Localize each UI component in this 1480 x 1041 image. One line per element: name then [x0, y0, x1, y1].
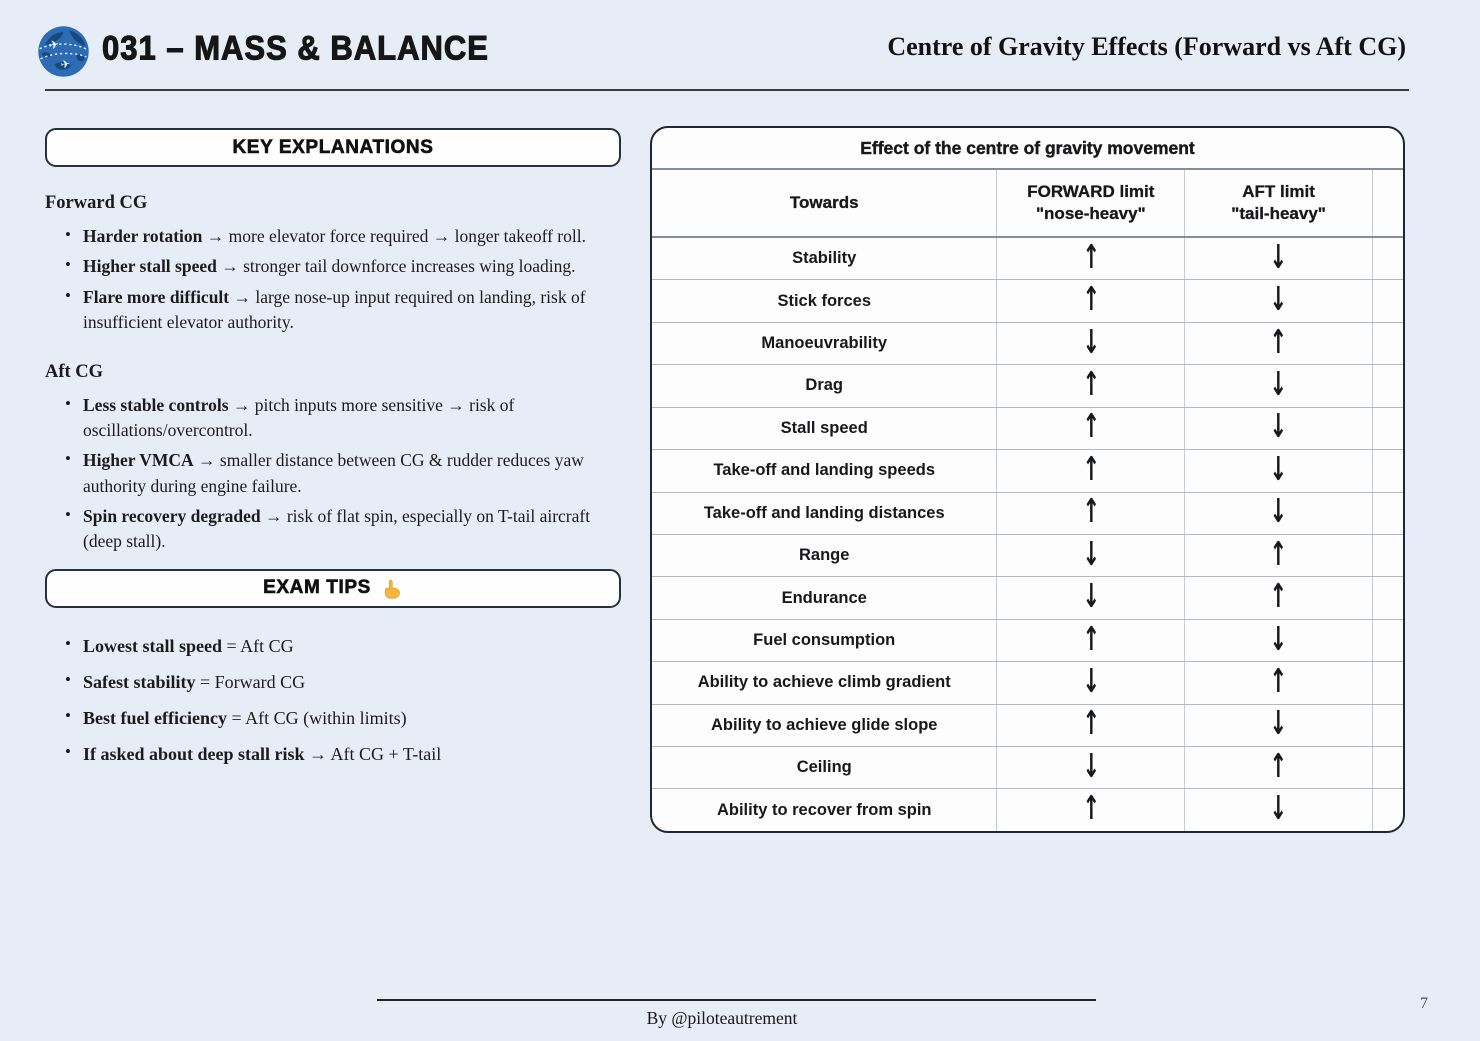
bullet-bold: Spin recovery degraded	[83, 506, 261, 526]
row-label: Take-off and landing speeds	[652, 450, 997, 491]
exam-tip-item	[65, 633, 621, 659]
aft-limit-cell	[1185, 450, 1373, 491]
row-spacer	[1373, 662, 1403, 703]
bullet-list	[45, 224, 621, 336]
key-explanations-title: KEY EXPLANATIONS	[232, 136, 434, 158]
arrow-up-icon: ↑	[1082, 705, 1100, 744]
column-header-line: Towards	[789, 192, 859, 212]
exam-tips-header	[45, 569, 621, 608]
bullet-item	[65, 224, 621, 249]
row-label: Fuel consumption	[652, 620, 997, 661]
row-label: Ability to achieve climb gradient	[652, 662, 997, 703]
tip-text: = Aft CG (within limits)	[226, 707, 407, 728]
arrow-up-icon: ↑	[1269, 578, 1288, 617]
row-spacer	[1373, 280, 1403, 321]
exam-tip-item	[65, 741, 621, 767]
bullet-text: → risk of flat spin, especially on T-tail aircraft (deep stall).	[83, 506, 591, 552]
bullet-text: → large nose-up input required on landing, risk of insufficient elevator authority.	[83, 286, 586, 333]
tip-text: = Aft CG	[222, 635, 294, 656]
row-label: Ability to recover from spin	[652, 789, 997, 830]
forward-limit-cell	[997, 705, 1185, 746]
row-label: Endurance	[652, 577, 997, 618]
page-number: 7	[1420, 995, 1428, 1012]
arrow-down-icon: ↓	[1269, 366, 1288, 404]
table-title: Effect of the centre of gravity movement	[652, 128, 1403, 170]
arrow-up-icon: ↑	[1269, 663, 1288, 701]
page-title: Centre of Gravity Effects (Forward vs Aft CG)	[887, 32, 1406, 61]
column-header-towards	[652, 170, 997, 236]
forward-limit-cell	[997, 789, 1185, 830]
bullet-text: → more elevator force required → longer takeoff roll.	[202, 226, 586, 246]
forward-limit-cell	[997, 577, 1185, 618]
tip-text: = Forward CG	[195, 671, 306, 692]
bullet-bold: Less stable controls	[83, 394, 229, 415]
aft-limit-cell	[1185, 620, 1373, 661]
arrow-up-icon: ↑	[1082, 239, 1100, 277]
bullet-item	[65, 285, 621, 336]
arrow-down-icon: ↓	[1082, 536, 1100, 574]
table-row	[652, 662, 1403, 704]
table-row	[652, 408, 1403, 450]
row-spacer	[1373, 493, 1403, 534]
arrow-down-icon: ↓	[1269, 281, 1288, 320]
column-header-line: "nose-heavy"	[1035, 204, 1146, 223]
tip-bold: If asked about deep stall risk	[83, 744, 305, 765]
arrow-up-icon: ↑	[1082, 408, 1100, 447]
arrow-down-icon: ↓	[1269, 493, 1288, 532]
row-label: Drag	[652, 365, 997, 406]
row-spacer	[1373, 450, 1403, 491]
globe-icon	[36, 24, 91, 79]
row-spacer	[1373, 238, 1403, 279]
aft-limit-cell	[1185, 662, 1373, 703]
column-header-line: FORWARD limit	[1027, 181, 1155, 201]
tip-bold: Lowest stall speed	[83, 635, 222, 656]
table-row	[652, 620, 1403, 662]
arrow-up-icon: ↑	[1082, 621, 1100, 659]
arrow-up-icon: ↑	[1269, 748, 1288, 786]
tip-text: → Aft CG + T-tail	[304, 744, 442, 765]
arrow-up-icon: ↑	[1082, 493, 1100, 532]
row-label: Ability to achieve glide slope	[652, 705, 997, 746]
table-row	[652, 789, 1403, 830]
row-label: Ceiling	[652, 747, 997, 788]
author-credit: By @piloteautrement	[646, 1008, 798, 1028]
aft-limit-cell	[1185, 705, 1373, 746]
header-spacer	[1373, 170, 1403, 236]
exam-tips-list	[45, 633, 621, 767]
row-spacer	[1373, 408, 1403, 449]
arrow-up-icon: ↑	[1082, 451, 1100, 489]
aft-limit-cell	[1185, 365, 1373, 406]
row-spacer	[1373, 705, 1403, 746]
aft-limit-cell	[1185, 238, 1373, 279]
arrow-up-icon: ↑	[1082, 281, 1100, 320]
arrow-up-icon: ↑	[1082, 790, 1100, 829]
row-label: Stability	[652, 238, 997, 279]
forward-limit-cell	[997, 450, 1185, 491]
forward-limit-cell	[997, 662, 1185, 703]
airplane-glyph: ✈	[47, 36, 61, 53]
left-column	[45, 128, 621, 777]
table-header-row	[652, 170, 1403, 238]
course-title: 031 – MASS & BALANCE	[102, 28, 489, 68]
row-label: Manoeuvrability	[652, 323, 997, 364]
column-header-aft-limit	[1185, 170, 1373, 236]
arrow-up-icon: ↑	[1269, 324, 1288, 362]
pointing-up-emoji	[380, 578, 403, 601]
bullet-text: → stronger tail downforce increases wing loading.	[216, 256, 576, 277]
forward-limit-cell	[997, 238, 1185, 279]
key-explanations-header	[45, 128, 621, 167]
aft-limit-cell	[1185, 577, 1373, 618]
tip-bold: Best fuel efficiency	[83, 707, 227, 728]
forward-limit-cell	[997, 408, 1185, 449]
arrow-down-icon: ↓	[1269, 451, 1288, 489]
table-row	[652, 238, 1403, 280]
column-header-line: "tail-heavy"	[1231, 204, 1326, 223]
row-spacer	[1373, 323, 1403, 364]
airplane-glyph: ✈	[59, 57, 71, 72]
row-spacer	[1373, 747, 1403, 788]
arrow-down-icon: ↓	[1269, 239, 1288, 277]
bullet-bold: Higher stall speed	[83, 256, 217, 277]
cg-section-heading: Aft CG	[45, 361, 104, 382]
arrow-down-icon: ↓	[1082, 748, 1100, 786]
row-spacer	[1373, 535, 1403, 576]
bullet-bold: Flare more difficult	[83, 286, 230, 307]
forward-limit-cell	[997, 535, 1185, 576]
row-spacer	[1373, 789, 1403, 830]
arrow-down-icon: ↓	[1269, 790, 1288, 829]
row-spacer	[1373, 577, 1403, 618]
bullet-text: → pitch inputs more sensitive → risk of oscillations/overcontrol.	[83, 394, 515, 440]
column-header-line: AFT limit	[1242, 181, 1315, 201]
bullet-item	[65, 254, 621, 279]
footer-divider	[377, 999, 1096, 1001]
row-spacer	[1373, 365, 1403, 406]
aft-limit-cell	[1185, 747, 1373, 788]
bullet-bold: Higher VMCA	[83, 450, 194, 471]
arrow-down-icon: ↓	[1269, 705, 1288, 744]
forward-limit-cell	[997, 747, 1185, 788]
bullet-item	[65, 504, 621, 555]
forward-limit-cell	[997, 323, 1185, 364]
table-row	[652, 493, 1403, 535]
aft-limit-cell	[1185, 323, 1373, 364]
bullet-text: → smaller distance between CG & rudder reduces yaw authority during engine failure.	[83, 450, 584, 496]
table-row	[652, 365, 1403, 407]
row-label: Stick forces	[652, 280, 997, 321]
bullet-bold: Harder rotation	[83, 226, 203, 246]
row-label: Stall speed	[652, 408, 997, 449]
table-row	[652, 280, 1403, 322]
aft-limit-cell	[1185, 535, 1373, 576]
tip-bold: Safest stability	[83, 671, 196, 692]
arrow-down-icon: ↓	[1082, 578, 1100, 617]
forward-limit-cell	[997, 620, 1185, 661]
bullet-list	[45, 393, 621, 555]
brand-logo	[36, 24, 91, 79]
forward-limit-cell	[997, 365, 1185, 406]
table-row	[652, 535, 1403, 577]
row-label: Take-off and landing distances	[652, 493, 997, 534]
row-label: Range	[652, 535, 997, 576]
arrow-up-icon: ↑	[1269, 536, 1288, 574]
forward-limit-cell	[997, 493, 1185, 534]
arrow-down-icon: ↓	[1082, 324, 1100, 362]
bullet-item	[65, 393, 621, 444]
bullet-item	[65, 448, 621, 499]
aft-limit-cell	[1185, 789, 1373, 830]
table-body	[652, 238, 1403, 831]
table-row	[652, 577, 1403, 619]
aft-limit-cell	[1185, 280, 1373, 321]
table-row	[652, 705, 1403, 747]
table-row	[652, 450, 1403, 492]
column-header-forward-limit	[997, 170, 1185, 236]
arrow-down-icon: ↓	[1269, 621, 1288, 659]
arrow-up-icon: ↑	[1082, 366, 1100, 404]
arrow-down-icon: ↓	[1082, 663, 1100, 701]
cg-section-heading: Forward CG	[45, 193, 148, 213]
aft-limit-cell	[1185, 408, 1373, 449]
forward-limit-cell	[997, 280, 1185, 321]
exam-tips-title: EXAM TIPS	[263, 577, 371, 599]
header-divider	[45, 89, 1409, 91]
exam-tip-item	[65, 705, 621, 731]
aft-limit-cell	[1185, 493, 1373, 534]
cg-effects-table	[650, 126, 1405, 833]
arrow-down-icon: ↓	[1269, 408, 1288, 447]
row-spacer	[1373, 620, 1403, 661]
table-row	[652, 323, 1403, 365]
table-row	[652, 747, 1403, 789]
key-explanations-sections	[45, 193, 621, 555]
exam-tip-item	[65, 669, 621, 695]
